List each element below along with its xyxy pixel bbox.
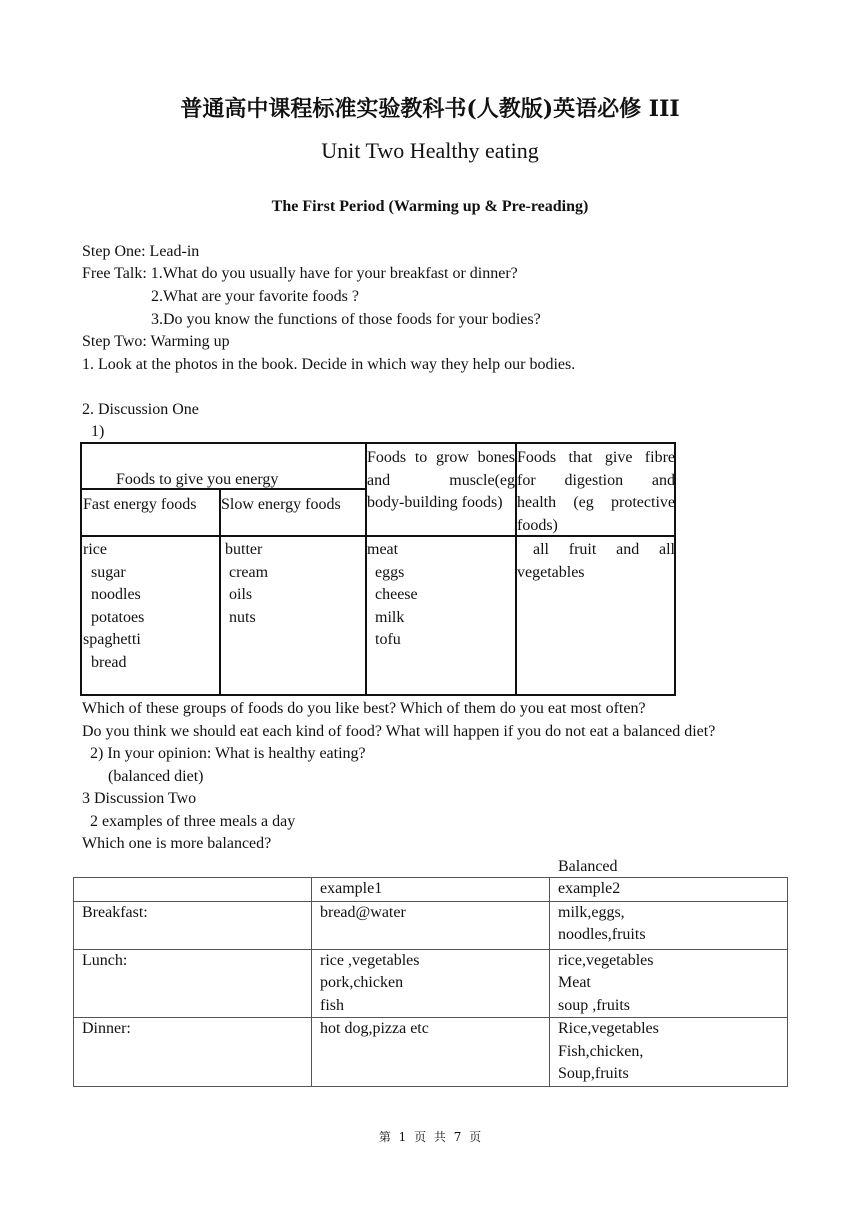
list-item: potatoes xyxy=(91,608,145,626)
example2-cell: milk,eggs, noodles,fruits xyxy=(550,901,788,949)
discussion-one-sub: 1) xyxy=(91,423,105,440)
discussion-two: 3 Discussion Two xyxy=(82,790,197,807)
answer-balanced-diet: (balanced diet) xyxy=(108,768,204,785)
meal-cell: Breakfast: xyxy=(74,901,312,949)
list-item: milk xyxy=(375,608,405,626)
free-talk-question-1: Free Talk: 1.What do you usually have for your breakfast or dinner? xyxy=(82,265,518,282)
item-1: 1. Look at the photos in the book. Decide in which way they help our bodies. xyxy=(82,356,576,373)
slow-energy-header: Slow energy foods xyxy=(221,496,341,513)
list-item: butter xyxy=(225,541,263,558)
unit-title: Unit Two Healthy eating xyxy=(321,138,539,163)
example1-cell: bread@water xyxy=(312,901,550,949)
table-row xyxy=(74,1018,788,1087)
food-groups-table xyxy=(80,442,676,696)
meal-cell: Dinner: xyxy=(74,1018,312,1087)
discussion-one: 2. Discussion One xyxy=(82,401,199,418)
document-title: 普通高中课程标准实验教科书(人教版)英语必修 III xyxy=(180,96,680,122)
list-item: nuts xyxy=(229,608,256,626)
which-balanced: Which one is more balanced? xyxy=(82,835,272,852)
energy-header: Foods to give you energy xyxy=(116,471,279,488)
grow-header: Foods to grow bones and muscle(eg body-building foods) xyxy=(367,449,515,511)
fast-foods-list xyxy=(83,539,144,674)
table-header-cell: example1 xyxy=(312,878,550,902)
list-item: oils xyxy=(229,586,253,603)
fibre-header: Foods that give fibre for digestion and health (eg protective foods) xyxy=(517,449,675,534)
fibre-foods: all fruit and all vegetables xyxy=(517,541,675,581)
examples-line: 2 examples of three meals a day xyxy=(90,813,296,830)
list-item: bread xyxy=(91,653,127,671)
step-two: Step Two: Warming up xyxy=(82,333,230,350)
grow-foods-list xyxy=(367,539,418,652)
list-item: meat xyxy=(367,541,399,558)
fast-energy-header: Fast energy foods xyxy=(83,496,197,513)
free-talk-question-3: 3.Do you know the functions of those foods for your bodies? xyxy=(151,311,541,328)
table-row xyxy=(74,901,788,949)
table-header-cell xyxy=(74,878,312,902)
balanced-label: Balanced xyxy=(558,858,618,875)
question-favorite-group: Which of these groups of foods do you like best? Which of them do you eat most often? xyxy=(82,700,646,717)
step-one: Step One: Lead-in xyxy=(82,243,200,260)
list-item: cheese xyxy=(375,586,418,603)
example2-cell: rice,vegetables Meat soup ,fruits xyxy=(550,949,788,1018)
example2-cell: Rice,vegetables Fish,chicken, Soup,fruits xyxy=(550,1018,788,1087)
question-healthy-eating: 2) In your opinion: What is healthy eating? xyxy=(90,745,366,762)
meal-cell: Lunch: xyxy=(74,949,312,1018)
list-item: spaghetti xyxy=(83,631,141,648)
list-item: cream xyxy=(229,563,269,581)
table-header-cell: example2 xyxy=(550,878,788,902)
table-row xyxy=(74,949,788,1018)
list-item: noodles xyxy=(91,586,141,603)
list-item: sugar xyxy=(91,563,126,581)
page-footer: 第 1 页 共 7 页 xyxy=(378,1130,482,1144)
list-item: rice xyxy=(83,541,107,558)
slow-foods-list xyxy=(225,539,268,629)
table-row xyxy=(74,878,788,902)
period-title: The First Period (Warming up & Pre-reading) xyxy=(271,198,589,215)
example1-cell: hot dog,pizza etc xyxy=(312,1018,550,1087)
list-item: eggs xyxy=(375,563,405,581)
question-balanced-diet: Do you think we should eat each kind of food? What will happen if you do not eat a balanced diet? xyxy=(82,723,716,740)
meals-table xyxy=(73,877,788,1087)
list-item: tofu xyxy=(375,631,401,648)
example1-cell: rice ,vegetables pork,chicken fish xyxy=(312,949,550,1018)
free-talk-question-2: 2.What are your favorite foods ? xyxy=(151,288,359,305)
